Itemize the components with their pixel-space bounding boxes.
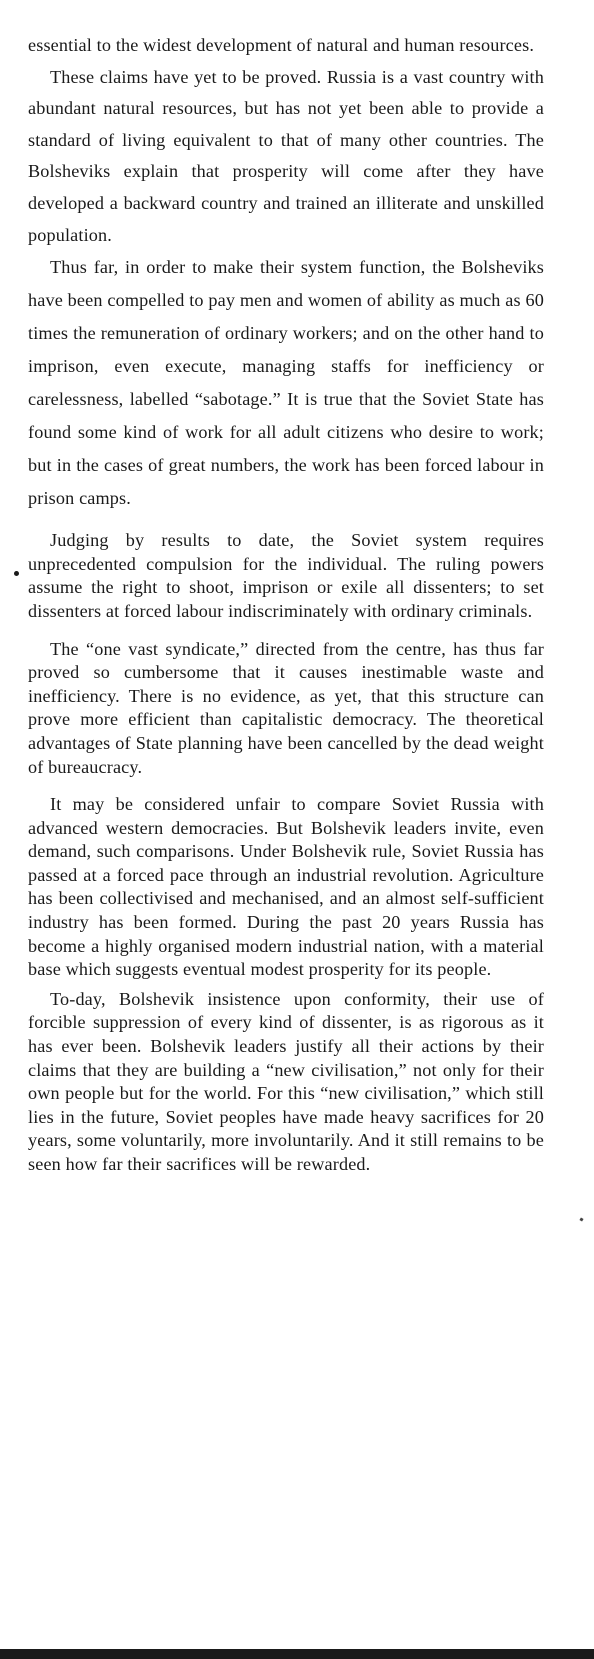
paragraph-syndicate: The “one vast syndicate,” directed from the centre, has thus far proved so cumbersome that it causes inestimable waste and inefficiency. There is no evidence, as yet, that this structure can prove more efficient than capitalistic democracy. The theoretical advantages of State planning have been cancelled by the dead weight of bureaucracy. <box>28 638 544 777</box>
paragraph-function: Thus far, in order to make their system function, the Bolsheviks have been compelled to pay men and women of ability as much as 60 times the remuneration of ordinary workers; and on the other hand to imprison, even execute, managing staffs for inefficiency or carelessness, labelled “sabotage.” It is true that the Soviet State has found some kind of work for all adult citizens who desire to work; but in the cases of great numbers, the work has been forced labour in prison camps. <box>28 257 544 509</box>
bottom-rule <box>0 1649 594 1659</box>
paragraph-continuation: essential to the widest development of natural and human resources. <box>28 35 535 55</box>
margin-mark <box>14 571 19 576</box>
margin-speck <box>579 1217 583 1221</box>
paragraph-conformity: To-day, Bolshevik insistence upon conformity, their use of forcible suppression of every kind of dissenter, is as rigorous as it has ever been. Bolshevik leaders justify all their actions by their claims that they are building a “new civilisation,” not only for their own people but for the world. For this “new civilisation,” which still lies in the future, Soviet peoples have made heavy sacrifices for 20 years, some voluntarily, more involuntarily. And it still remains to be seen how far their sacrifices will be rewarded. <box>28 988 544 1174</box>
paragraph-claims: These claims have yet to be proved. Russia is a vast country with abundant natural resources, but has not yet been able to provide a standard of living equivalent to that of many other countries. The Bolsheviks explain that prosperity will come after they have developed a backward country and trained an illiterate and unskilled population. <box>28 66 544 245</box>
article-body <box>28 30 544 1177</box>
paragraph-comparison: It may be considered unfair to compare Soviet Russia with advanced western democracies. But Bolshevik leaders invite, even demand, such comparisons. Under Bolshevik rule, Soviet Russia has passed at a forced pace through an industrial revolution. Agriculture has been collectivised and mechanised, and an almost self-sufficient industry has been formed. During the past 20 years Russia has become a highly organised modern industrial nation, with a material base which suggests eventual modest prosperity for its people. <box>28 794 544 980</box>
paragraph-compulsion: Judging by results to date, the Soviet system requires unprecedented compulsion for the individual. The ruling powers assume the right to shoot, imprison or exile all dissenters; to set dissenters at forced labour indiscriminately with ordinary criminals. <box>28 530 544 621</box>
